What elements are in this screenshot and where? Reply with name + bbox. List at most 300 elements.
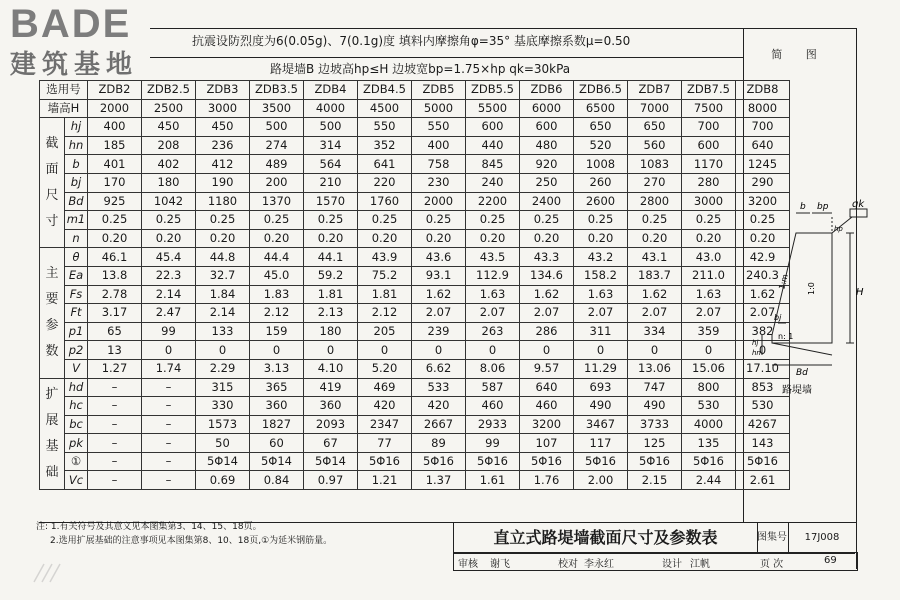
value-cell: 0.25 (304, 211, 358, 230)
value-cell: 250 (520, 173, 574, 192)
value-cell: 0.25 (682, 211, 736, 230)
group-label-char: 面 (45, 161, 59, 177)
value-cell: 0.25 (628, 211, 682, 230)
value-cell: 67 (304, 434, 358, 453)
model-cell: ZDB2.5 (142, 81, 196, 100)
value-cell: 50 (196, 434, 250, 453)
group-label-char: 尺 (45, 187, 59, 203)
value-cell: 2.07 (628, 304, 682, 323)
value-cell: 5Φ16 (466, 452, 520, 471)
value-cell: 3467 (574, 415, 628, 434)
value-cell: 0 (196, 341, 250, 360)
group-label-char: 数 (45, 343, 59, 359)
row-symbol: Ea (65, 266, 88, 285)
model-cell: ZDB3 (196, 81, 250, 100)
value-cell: 2.12 (358, 304, 412, 323)
value-cell: 490 (574, 397, 628, 416)
retaining-wall-diagram (752, 195, 872, 405)
value-cell: 125 (628, 434, 682, 453)
value-cell: 107 (520, 434, 574, 453)
value-cell: 3733 (628, 415, 682, 434)
model-cell: ZDB2 (88, 81, 142, 100)
row-symbol: Ft (65, 304, 88, 323)
design-label: 设计 (662, 559, 682, 570)
page-value: 69 (824, 555, 837, 566)
value-cell: 920 (520, 155, 574, 174)
value-cell: 22.3 (142, 266, 196, 285)
value-cell: 143 (736, 434, 790, 453)
value-cell: – (88, 415, 142, 434)
check-name: 李永红 (584, 559, 614, 570)
dim-b: b (800, 202, 806, 212)
row-symbol: hj (65, 118, 88, 137)
logo (6, 2, 166, 80)
page-label: 页 次 (760, 559, 784, 570)
row-symbol: ① (65, 452, 88, 471)
value-cell: 240.3 (736, 266, 790, 285)
table-row (40, 266, 790, 285)
row-symbol: Bd (65, 192, 88, 211)
atlas-value: 17J008 (789, 522, 855, 554)
value-cell: 693 (574, 378, 628, 397)
value-cell: 3000 (682, 192, 736, 211)
height-cell: 2000 (88, 99, 142, 118)
design-name: 江帆 (690, 559, 710, 570)
row-symbol: bc (65, 415, 88, 434)
value-cell: 314 (304, 136, 358, 155)
check-label: 校对 (558, 559, 578, 570)
table-row (40, 471, 790, 490)
value-cell: 0.25 (520, 211, 574, 230)
value-cell: 158.2 (574, 266, 628, 285)
value-cell: 334 (628, 322, 682, 341)
value-cell: 0.25 (412, 211, 466, 230)
value-cell: 99 (142, 322, 196, 341)
value-cell: 0.20 (574, 229, 628, 248)
value-cell: 1.84 (196, 285, 250, 304)
slope-10: 1:0 (807, 282, 816, 295)
height-cell: 7500 (682, 99, 736, 118)
model-cell: ZDB5 (412, 81, 466, 100)
height-cell: 3500 (250, 99, 304, 118)
value-cell: 1370 (250, 192, 304, 211)
value-cell: 1760 (358, 192, 412, 211)
value-cell: 77 (358, 434, 412, 453)
value-cell: 32.7 (196, 266, 250, 285)
value-cell: 17.10 (736, 359, 790, 378)
value-cell: 5Φ14 (304, 452, 358, 471)
value-cell: 0.20 (412, 229, 466, 248)
value-cell: 2.07 (412, 304, 466, 323)
table-row (40, 285, 790, 304)
value-cell: 0.25 (88, 211, 142, 230)
value-cell: 133 (196, 322, 250, 341)
value-cell: 5Φ16 (358, 452, 412, 471)
value-cell: 180 (304, 322, 358, 341)
table-row (40, 397, 790, 416)
value-cell: 75.2 (358, 266, 412, 285)
value-cell: 1573 (196, 415, 250, 434)
group-label-char: 础 (45, 464, 59, 480)
value-cell: 211.0 (682, 266, 736, 285)
value-cell: 2667 (412, 415, 466, 434)
value-cell: 5Φ16 (628, 452, 682, 471)
value-cell: 402 (142, 155, 196, 174)
table-row (40, 452, 790, 471)
value-cell: 530 (682, 397, 736, 416)
value-cell: 0.20 (142, 229, 196, 248)
table-row (40, 359, 790, 378)
value-cell: – (142, 415, 196, 434)
value-cell: 11.29 (574, 359, 628, 378)
value-cell: 641 (358, 155, 412, 174)
value-cell: 135 (682, 434, 736, 453)
value-cell: 93.1 (412, 266, 466, 285)
group-label-char: 要 (45, 291, 59, 307)
value-cell: 2.78 (88, 285, 142, 304)
value-cell: 2.61 (736, 471, 790, 490)
value-cell: 13 (88, 341, 142, 360)
value-cell: 1.76 (520, 471, 574, 490)
value-cell: 0 (574, 341, 628, 360)
value-cell: 1.63 (682, 285, 736, 304)
value-cell: 0.20 (196, 229, 250, 248)
value-cell: 2.13 (304, 304, 358, 323)
value-cell: 13.06 (628, 359, 682, 378)
value-cell: 382 (736, 322, 790, 341)
dim-Bd: Bd (796, 368, 808, 378)
value-cell: 600 (466, 118, 520, 137)
logo-sub: 建筑基地 (10, 50, 139, 80)
value-cell: 1.27 (88, 359, 142, 378)
review-name: 谢飞 (490, 559, 510, 570)
value-cell: 2.29 (196, 359, 250, 378)
value-cell: 170 (88, 173, 142, 192)
value-cell: 2933 (466, 415, 520, 434)
model-cell: ZDB4.5 (358, 81, 412, 100)
row-symbol: Fs (65, 285, 88, 304)
value-cell: 1.21 (358, 471, 412, 490)
row-symbol: Vc (65, 471, 88, 490)
value-cell: 2.07 (736, 304, 790, 323)
value-cell: 2.12 (250, 304, 304, 323)
row-symbol: hc (65, 397, 88, 416)
value-cell: 0.25 (736, 211, 790, 230)
group-label-char: 截 (45, 135, 59, 151)
value-cell: 240 (466, 173, 520, 192)
value-cell: 1.83 (250, 285, 304, 304)
value-cell: 159 (250, 322, 304, 341)
value-cell: 420 (412, 397, 466, 416)
value-cell: – (88, 434, 142, 453)
group-label (40, 378, 65, 490)
value-cell: 600 (682, 136, 736, 155)
value-cell: – (88, 471, 142, 490)
value-cell: 43.3 (520, 248, 574, 267)
value-cell: 845 (466, 155, 520, 174)
review-label: 审核 (458, 559, 478, 570)
value-cell: 46.1 (88, 248, 142, 267)
note-2: 2.选用扩展基础的注意事项见本图集第8、10、18页,①为延米钢筋量。 (50, 536, 333, 546)
value-cell: 1.62 (736, 285, 790, 304)
atlas-code-block (756, 522, 856, 552)
value-cell: 758 (412, 155, 466, 174)
value-cell: 4267 (736, 415, 790, 434)
value-cell: 1.37 (412, 471, 466, 490)
value-cell: 550 (412, 118, 466, 137)
value-cell: 1.74 (142, 359, 196, 378)
value-cell: 59.2 (304, 266, 358, 285)
table-row (40, 322, 790, 341)
value-cell: 311 (574, 322, 628, 341)
value-cell: 0 (142, 341, 196, 360)
logo-brand: BADE (10, 2, 132, 46)
value-cell: 2.47 (142, 304, 196, 323)
table-row (40, 341, 790, 360)
value-cell: 400 (412, 136, 466, 155)
value-cell: 0 (412, 341, 466, 360)
value-cell: 490 (628, 397, 682, 416)
row-symbol: hd (65, 378, 88, 397)
value-cell: 4.10 (304, 359, 358, 378)
value-cell: 560 (628, 136, 682, 155)
value-cell: 185 (88, 136, 142, 155)
height-cell: 4000 (304, 99, 358, 118)
value-cell: 0.20 (736, 229, 790, 248)
value-cell: 1.63 (466, 285, 520, 304)
value-cell: 0.25 (358, 211, 412, 230)
value-cell: – (88, 452, 142, 471)
value-cell: 460 (466, 397, 520, 416)
value-cell: 412 (196, 155, 250, 174)
dim-bp: bp (817, 202, 829, 212)
height-row (40, 99, 790, 118)
value-cell: 0.20 (88, 229, 142, 248)
value-cell: 0.20 (358, 229, 412, 248)
value-cell: 220 (358, 173, 412, 192)
value-cell: 650 (628, 118, 682, 137)
table-row (40, 136, 790, 155)
value-cell: 600 (520, 118, 574, 137)
value-cell: 520 (574, 136, 628, 155)
value-cell: 853 (736, 378, 790, 397)
dim-bj: bj (774, 313, 782, 322)
height-cell: 6500 (574, 99, 628, 118)
dim-hn: hn (752, 349, 761, 357)
group-label-char: 展 (45, 412, 59, 428)
value-cell: 550 (358, 118, 412, 137)
value-cell: 2000 (412, 192, 466, 211)
value-cell: 0 (520, 341, 574, 360)
value-cell: 0.69 (196, 471, 250, 490)
height-cell: 2500 (142, 99, 196, 118)
table-row (40, 248, 790, 267)
value-cell: 2.07 (520, 304, 574, 323)
value-cell: 0 (304, 341, 358, 360)
value-cell: 239 (412, 322, 466, 341)
value-cell: 190 (196, 173, 250, 192)
row-symbol: m1 (65, 211, 88, 230)
value-cell: 0.20 (682, 229, 736, 248)
value-cell: 5Φ16 (736, 452, 790, 471)
value-cell: 44.1 (304, 248, 358, 267)
value-cell: – (142, 452, 196, 471)
value-cell: 5Φ16 (412, 452, 466, 471)
value-cell: 440 (466, 136, 520, 155)
value-cell: 2.14 (196, 304, 250, 323)
value-cell: 1.81 (304, 285, 358, 304)
table-row (40, 304, 790, 323)
dim-qk: qk (852, 199, 865, 210)
height-cell: 4500 (358, 99, 412, 118)
value-cell: 1.81 (358, 285, 412, 304)
value-cell: 2600 (574, 192, 628, 211)
value-cell: 1083 (628, 155, 682, 174)
value-cell: 640 (736, 136, 790, 155)
value-cell: 3.13 (250, 359, 304, 378)
model-cell: ZDB7 (628, 81, 682, 100)
value-cell: 290 (736, 173, 790, 192)
note-1: 注: 1.有关符号及其意义见本图集第3、14、15、18页。 (36, 522, 262, 532)
value-cell: 274 (250, 136, 304, 155)
value-cell: 5Φ16 (520, 452, 574, 471)
value-cell: 0.20 (304, 229, 358, 248)
model-cell: ZDB5.5 (466, 81, 520, 100)
value-cell: 89 (412, 434, 466, 453)
value-cell: 2.07 (682, 304, 736, 323)
value-cell: 1.61 (466, 471, 520, 490)
value-cell: 800 (682, 378, 736, 397)
value-cell: 5Φ16 (574, 452, 628, 471)
value-cell: 43.6 (412, 248, 466, 267)
header-line-1: 抗震设防烈度为6(0.05g)、7(0.1g)度 填料内摩擦角φ=35° 基底摩擦系数μ=0.50 (192, 34, 631, 48)
value-cell: – (142, 471, 196, 490)
value-cell: 2.44 (682, 471, 736, 490)
table-row (40, 118, 790, 137)
value-cell: 352 (358, 136, 412, 155)
group-label-char: 寸 (45, 213, 59, 229)
group-label-char: 主 (45, 265, 59, 281)
model-cell: ZDB8 (736, 81, 790, 100)
value-cell: 330 (196, 397, 250, 416)
value-cell: 13.8 (88, 266, 142, 285)
value-cell: 112.9 (466, 266, 520, 285)
value-cell: 180 (142, 173, 196, 192)
value-cell: 1.62 (520, 285, 574, 304)
value-cell: 360 (304, 397, 358, 416)
value-cell: 401 (88, 155, 142, 174)
value-cell: 230 (412, 173, 466, 192)
table-row (40, 415, 790, 434)
value-cell: 2347 (358, 415, 412, 434)
value-cell: 270 (628, 173, 682, 192)
model-cell: ZDB3.5 (250, 81, 304, 100)
table-row (40, 229, 790, 248)
value-cell: 2.00 (574, 471, 628, 490)
row-symbol: b (65, 155, 88, 174)
dim-hp: hp (834, 225, 843, 233)
value-cell: 5Φ14 (250, 452, 304, 471)
slope-m: 1:m (777, 273, 790, 291)
value-cell: 0.25 (466, 211, 520, 230)
group-label-char: 扩 (45, 386, 59, 402)
value-cell: 205 (358, 322, 412, 341)
value-cell: 42.9 (736, 248, 790, 267)
height-header: 墙高H (40, 99, 88, 118)
value-cell: 587 (466, 378, 520, 397)
value-cell: 117 (574, 434, 628, 453)
value-cell: 360 (250, 397, 304, 416)
height-cell: 3000 (196, 99, 250, 118)
group-label-char: 参 (45, 317, 59, 333)
value-cell: 45.4 (142, 248, 196, 267)
value-cell: 0.20 (466, 229, 520, 248)
value-cell: 9.57 (520, 359, 574, 378)
value-cell: 236 (196, 136, 250, 155)
value-cell: 315 (196, 378, 250, 397)
value-cell: 2800 (628, 192, 682, 211)
signature-row (453, 552, 858, 571)
value-cell: 260 (574, 173, 628, 192)
height-cell: 8000 (736, 99, 790, 118)
value-cell: 5Φ14 (196, 452, 250, 471)
row-symbol: p1 (65, 322, 88, 341)
table-row (40, 155, 790, 174)
value-cell: 400 (88, 118, 142, 137)
value-cell: – (88, 397, 142, 416)
value-cell: 1170 (682, 155, 736, 174)
value-cell: 1180 (196, 192, 250, 211)
value-cell: 134.6 (520, 266, 574, 285)
value-cell: 469 (358, 378, 412, 397)
value-cell: 3200 (520, 415, 574, 434)
parameter-table (39, 80, 790, 490)
value-cell: 1008 (574, 155, 628, 174)
value-cell: 489 (250, 155, 304, 174)
value-cell: 286 (520, 322, 574, 341)
value-cell: 0.25 (196, 211, 250, 230)
value-cell: 183.7 (628, 266, 682, 285)
value-cell: 2.14 (142, 285, 196, 304)
value-cell: 460 (520, 397, 574, 416)
value-cell: 700 (736, 118, 790, 137)
drawing-title: 直立式路堤墙截面尺寸及参数表 (453, 522, 758, 554)
value-cell: – (142, 434, 196, 453)
value-cell: 0.25 (142, 211, 196, 230)
header-line-2: 路堤墙B 边坡高hp≤H 边坡宽bp=1.75×hp qk=30kPa (270, 62, 571, 76)
value-cell: 2.07 (574, 304, 628, 323)
value-cell: 200 (250, 173, 304, 192)
table-row (40, 434, 790, 453)
value-cell: 450 (196, 118, 250, 137)
group-label (40, 248, 65, 378)
value-cell: 2400 (520, 192, 574, 211)
row-symbol: V (65, 359, 88, 378)
value-cell: 700 (682, 118, 736, 137)
value-cell: 0.84 (250, 471, 304, 490)
value-cell: 6.62 (412, 359, 466, 378)
table-row (40, 378, 790, 397)
value-cell: 564 (304, 155, 358, 174)
value-cell: 0 (736, 341, 790, 360)
diagram-caption: 路堤墙 (782, 385, 812, 396)
value-cell: 3.17 (88, 304, 142, 323)
dim-hj: hj (752, 339, 759, 347)
brief-diagram-label: 简 图 (771, 48, 827, 61)
value-cell: 0 (466, 341, 520, 360)
value-cell: 450 (142, 118, 196, 137)
value-cell: 60 (250, 434, 304, 453)
